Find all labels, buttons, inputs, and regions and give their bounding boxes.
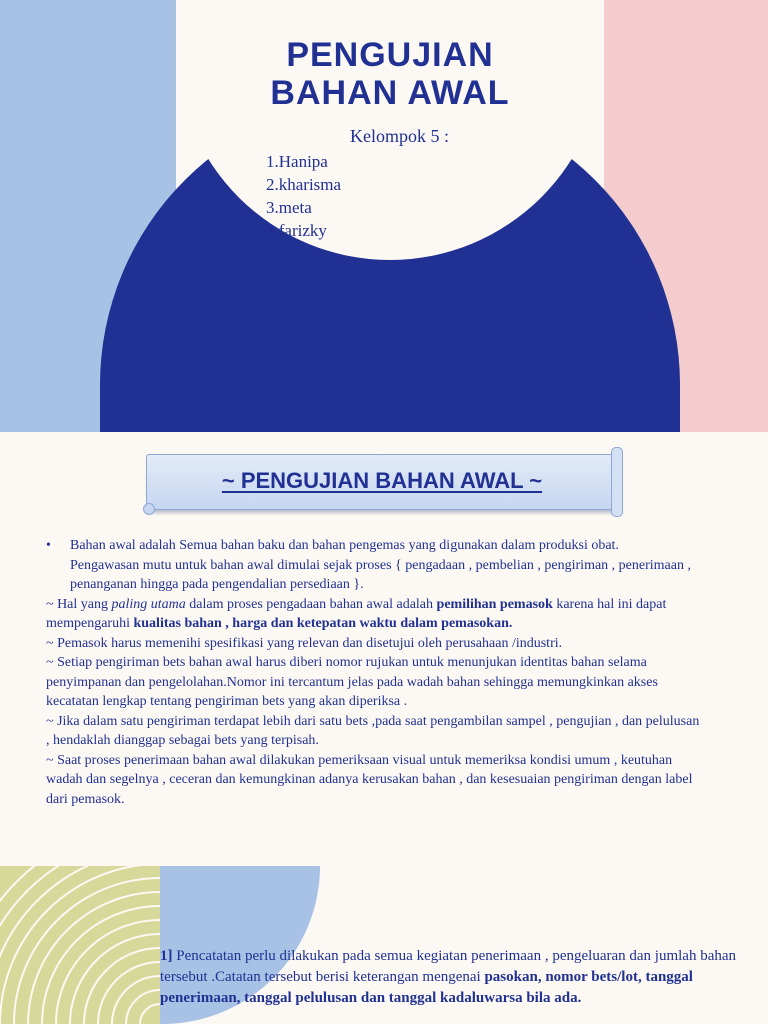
bold-text: pemilihan pemasok <box>436 596 553 612</box>
batch-number-paragraph: ~ Setiap pengiriman bets bahan awal harus diberi nomor rujukan untuk menunjukan identitas bahan selama penyimpanan dan pengelolahan.Nomor ini tercantum jelas pada wadah bahan sehingga memungkinkan akses kecatatan lengkap tentang pengiriman bets yang akan diperiksa . <box>46 655 658 709</box>
olive-panel <box>0 866 160 1024</box>
scroll-banner <box>146 454 618 510</box>
multi-batch-paragraph: ~ Jika dalam satu pengiriman terdapat lebih dari satu bets ,pada saat pengambilan sampel , pengujian , dan pelulusan , hendaklah dianggap sebagai bets yang terpisah. <box>46 713 700 748</box>
visual-check-paragraph: ~ Saat proses penerimaan bahan awal dilakukan pemeriksaan visual untuk memeriksa kondisi umum , keutuhan wadah dan segelnya , ceceran dan kemungkinan adanya kerusakan bahan , dan kesesuaian pengiriman dengan label dari pemasok. <box>46 752 693 807</box>
title-slide <box>0 0 768 432</box>
member-item: 5.rizky <box>266 244 314 263</box>
slide-title-line1: PENGUJIAN <box>286 36 494 74</box>
banner-title: ~ PENGUJIAN BAHAN AWAL ~ <box>221 468 543 493</box>
member-item: 3.meta <box>266 198 312 217</box>
body-text <box>46 536 706 809</box>
emphasis-text: paling utama <box>111 596 186 612</box>
bold-text: kualitas bahan , harga dan ketepatan waktu dalam pemasokan. <box>133 616 513 631</box>
member-list <box>266 150 341 265</box>
concentric-arcs-decoration <box>0 866 160 1024</box>
group-label: Kelompok 5 : <box>350 126 449 146</box>
slide-title-line2: BAHAN AWAL <box>270 74 510 112</box>
third-slide <box>0 866 768 1024</box>
member-item: 4.farizky <box>266 221 327 240</box>
item-number: 1] <box>160 948 173 964</box>
bullet-dot: • <box>46 538 51 553</box>
member-item: 1.Hanipa <box>266 152 328 171</box>
bold-text: pasokan, nomor bets/lot, tanggal penerimaan, tanggal pelulusan dan tanggal kadaluwarsa bila ada. <box>160 969 693 1006</box>
member-item: 2.kharisma <box>266 175 342 194</box>
definition-text: Bahan awal adalah Semua bahan baku dan bahan pengemas yang digunakan dalam produksi obat. <box>70 538 619 553</box>
slide-title <box>176 36 604 112</box>
recording-paragraph: 1] Pencatatan perlu dilakukan pada semua kegiatan penerimaan , pengeluaran dan jumlah bahan tersebut .Catatan tersebut berisi keterangan mengenai pasokan, nomor bets/lot, tanggal penerimaan, tanggal pelulusan dan tanggal kadaluwarsa bila ada. <box>160 948 737 1006</box>
supervision-text: Pengawasan mutu untuk bahan awal dimulai sejak proses { pengadaan , pembelian , pengiriman , penerimaan , penanganan hingga pada pengendalian persediaan }. <box>70 557 691 592</box>
supplier-paragraph: ~ Hal yang paling utama dalam proses pengadaan bahan awal adalah pemilihan pemasok karena hal ini dapat mempengaruhi kualitas bahan , harga dan ketepatan waktu dalam pemasokan. <box>46 596 667 631</box>
content-slide <box>0 432 768 836</box>
spec-paragraph: ~ Pemasok harus memenihi spesifikasi yang relevan dan disetujui oleh perusahaan /industri. <box>46 635 563 651</box>
bullet-paragraph <box>46 536 706 595</box>
